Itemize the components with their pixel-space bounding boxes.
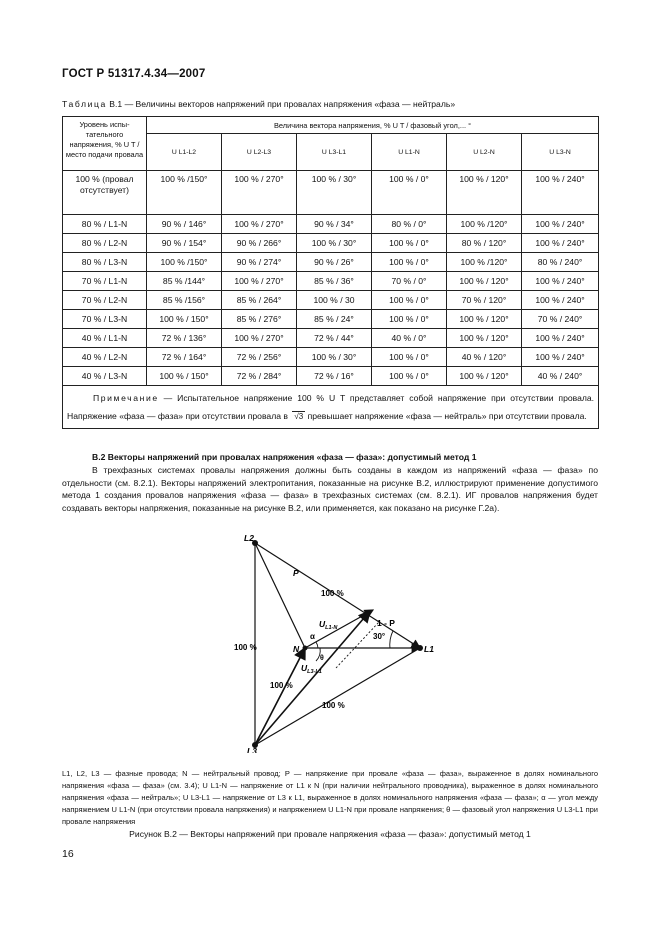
vector-u-l1-n bbox=[305, 610, 373, 648]
table-cell: 90 % / 146° bbox=[147, 215, 222, 234]
row-label-cell: 80 % / L2-N bbox=[63, 234, 147, 253]
table-cell: 100 % / 120° bbox=[447, 329, 522, 348]
table-cell: 100 % / 240° bbox=[522, 215, 599, 234]
table-row bbox=[63, 291, 599, 310]
table-cell: 90 % / 266° bbox=[222, 234, 297, 253]
label-n: N bbox=[293, 644, 300, 654]
column-header: U L1-N bbox=[372, 134, 447, 171]
label-100-left: 100 % bbox=[234, 643, 257, 652]
table-cell: 72 % / 136° bbox=[147, 329, 222, 348]
table-cell: 100 % / 240° bbox=[522, 329, 599, 348]
table-cell: 100 % / 240° bbox=[522, 291, 599, 310]
table-cell: 40 % / 0° bbox=[372, 329, 447, 348]
label-l1: L1 bbox=[424, 644, 434, 654]
column-header: U L3-L1 bbox=[297, 134, 372, 171]
note-text-2: превышает напряжение «фаза — нейтраль» при отсутствии провала. bbox=[305, 410, 587, 421]
table-cell: 100 % / 270° bbox=[222, 272, 297, 291]
table-cell: 80 % / 120° bbox=[447, 234, 522, 253]
table-cell: 72 % / 284° bbox=[222, 367, 297, 386]
table-cell: 100 % / 0° bbox=[372, 234, 447, 253]
table-cell: 72 % / 16° bbox=[297, 367, 372, 386]
table-cell: 90 % / 154° bbox=[147, 234, 222, 253]
table-cell: 85 % / 264° bbox=[222, 291, 297, 310]
table-cell: 72 % / 256° bbox=[222, 348, 297, 367]
note-label: Примечание bbox=[93, 393, 159, 403]
table-cell: 100 % /150° bbox=[147, 253, 222, 272]
table-cell: 100 % /120° bbox=[447, 253, 522, 272]
table-caption-text: В.1 — Величины векторов напряжений при провалах напряжения «фаза — нейтраль» bbox=[106, 99, 456, 109]
table-cell: 85 % / 36° bbox=[297, 272, 372, 291]
table-cell: 85 % / 276° bbox=[222, 310, 297, 329]
row-header: Уровень испы-тательного напряжения, % U T / место подачи провала bbox=[63, 117, 147, 171]
label-l3: L3 bbox=[247, 746, 257, 753]
table-cell: 85 % /156° bbox=[147, 291, 222, 310]
row-label-cell: 40 % / L2-N bbox=[63, 348, 147, 367]
group-header: Величина вектора напряжения, % U T / фазовый угол,... ° bbox=[147, 117, 599, 134]
table-cell: 100 % /150° bbox=[147, 171, 222, 215]
node-l1 bbox=[417, 645, 423, 651]
label-p: P bbox=[293, 568, 299, 578]
dashed-line bbox=[336, 622, 379, 668]
voltage-vector-table bbox=[62, 116, 599, 429]
table-cell: 100 % /120° bbox=[447, 215, 522, 234]
label-30-deg: 30° bbox=[373, 632, 386, 641]
table-cell: 100 % / 240° bbox=[522, 234, 599, 253]
table-cell: 100 % / 270° bbox=[222, 215, 297, 234]
label-100-top: 100 % bbox=[321, 589, 344, 598]
table-cell: 80 % / 0° bbox=[372, 215, 447, 234]
vector-diagram bbox=[230, 528, 450, 755]
table-cell: 100 % / 0° bbox=[372, 367, 447, 386]
table-cell: 100 % / 240° bbox=[522, 348, 599, 367]
figure-legend: L1, L2, L3 — фазные провода; N — нейтральный провод; P — напряжение при провале «фаза — фаза», выраженное в долях номинального напряжения «фаза — фаза» (см. 3.4); U L1-N — напряжение от L1 к N (при наличии нейтрального проводника), выраженное в долях номинального напряжения «фаза — нейтраль»; U L3-L1 — напряжение от L3 к L1, выраженное в долях номинального напряжения «фаза — фаза»; α — угол между напряжением U L1-N (при отсутствии провала напряжения) и напряжением U L1-N при провале напряжения; θ — фазовый угол напряжения U L3-L1 при провале напряжения bbox=[62, 769, 598, 826]
column-header: U L3-N bbox=[522, 134, 599, 171]
table-cell: 100 % / 120° bbox=[447, 310, 522, 329]
table-cell: 40 % / 240° bbox=[522, 367, 599, 386]
table-cell: 80 % / 240° bbox=[522, 253, 599, 272]
table-cell: 100 % / 0° bbox=[372, 310, 447, 329]
table-row bbox=[63, 215, 599, 234]
sqrt-3: √3 bbox=[294, 411, 304, 421]
table-cell: 72 % / 44° bbox=[297, 329, 372, 348]
row-label-cell: 40 % / L3-N bbox=[63, 367, 147, 386]
alpha-arc bbox=[316, 642, 318, 648]
label-100-inner: 100 % bbox=[270, 681, 293, 690]
table-cell: 100 % / 30° bbox=[297, 234, 372, 253]
table-cell: 90 % / 274° bbox=[222, 253, 297, 272]
label-100-bottom: 100 % bbox=[322, 701, 345, 710]
table-row bbox=[63, 171, 599, 215]
table-cell: 100 % / 0° bbox=[372, 171, 447, 215]
table-caption bbox=[62, 99, 455, 109]
row-label-cell: 80 % / L1-N bbox=[63, 215, 147, 234]
node-n bbox=[303, 646, 308, 651]
row-label-cell: 80 % / L3-N bbox=[63, 253, 147, 272]
table-cell: 100 % / 30 bbox=[297, 291, 372, 310]
table-cell: 40 % / 120° bbox=[447, 348, 522, 367]
row-label-cell: 70 % / L3-N bbox=[63, 310, 147, 329]
table-cell: 100 % / 150° bbox=[147, 310, 222, 329]
table-cell: 85 % / 24° bbox=[297, 310, 372, 329]
table-note-row bbox=[63, 386, 599, 429]
label-theta: θ bbox=[320, 655, 324, 662]
table-cell: 100 % / 120° bbox=[447, 171, 522, 215]
table-row bbox=[63, 310, 599, 329]
table-cell: 100 % / 30° bbox=[297, 171, 372, 215]
label-u-l1-n: $U_{L1-N}$ bbox=[319, 619, 338, 631]
column-header: U L2-N bbox=[447, 134, 522, 171]
row-label-cell: 40 % / L1-N bbox=[63, 329, 147, 348]
table-cell: 100 % / 30° bbox=[297, 348, 372, 367]
table-cell: 100 % / 0° bbox=[372, 253, 447, 272]
table-cell: 70 % / 0° bbox=[372, 272, 447, 291]
section-paragraph: В трехфазных системах провалы напряжения должны быть созданы в каждом из напряжений «фаза — фаза» по отдельности (см. 8.2.1). Векторы напряжений электропитания, показанные на рисунке В.2, иллюстрируют применение допустимого метода 1 создания провалов напряжения «фаза — фаза» в трехфазных системах (см. 8.2.1). ИГ провалов напряжения будет создавать векторы напряжения, показанные на рисунке В.2, или применяется, как показано на рисунке Г.2а). bbox=[62, 465, 598, 513]
table-row bbox=[63, 253, 599, 272]
label-l2: L2 bbox=[244, 533, 254, 543]
label-alpha: α bbox=[310, 632, 315, 641]
table-cell: 100 % / 270° bbox=[222, 329, 297, 348]
row-label-cell: 70 % / L1-N bbox=[63, 272, 147, 291]
table-row bbox=[63, 272, 599, 291]
section-title: В.2 Векторы напряжений при провалах напряжения «фаза — фаза»: допустимый метод 1 bbox=[92, 452, 477, 462]
table-cell: 100 % / 0° bbox=[372, 348, 447, 367]
table-cell: 70 % / 240° bbox=[522, 310, 599, 329]
column-header: U L2-L3 bbox=[222, 134, 297, 171]
angle-30-arc bbox=[390, 631, 393, 648]
document-header: ГОСТ Р 51317.4.34—2007 bbox=[62, 68, 206, 80]
column-header: U L1-L2 bbox=[147, 134, 222, 171]
table-cell: 100 % / 120° bbox=[447, 272, 522, 291]
table-cell: 100 % / 0° bbox=[372, 291, 447, 310]
table-cell: 90 % / 26° bbox=[297, 253, 372, 272]
table-row bbox=[63, 367, 599, 386]
table-caption-label: Таблица bbox=[62, 99, 107, 109]
table-row bbox=[63, 234, 599, 253]
table-cell: 100 % / 270° bbox=[222, 171, 297, 215]
table-cell: 100 % / 240° bbox=[522, 272, 599, 291]
table-cell: 100 % / 150° bbox=[147, 367, 222, 386]
note-text-1: — Испытательное напряжение 100 % U T представляет собой напряжение при отсутствии провала. Напряжение «фаза — фаза» при отсутствии провала в bbox=[67, 393, 595, 421]
label-u-l3-l1: $U_{L3-L1}$ bbox=[301, 663, 322, 675]
table-cell: 85 % /144° bbox=[147, 272, 222, 291]
table-row bbox=[63, 348, 599, 367]
table-cell: 90 % / 34° bbox=[297, 215, 372, 234]
page-number: 16 bbox=[62, 848, 74, 860]
row-label-cell: 70 % / L2-N bbox=[63, 291, 147, 310]
table-note bbox=[63, 386, 599, 429]
table-cell: 70 % / 120° bbox=[447, 291, 522, 310]
table-cell: 72 % / 164° bbox=[147, 348, 222, 367]
table-row bbox=[63, 329, 599, 348]
table-cell: 100 % / 120° bbox=[447, 367, 522, 386]
vector-diagram-svg bbox=[230, 528, 450, 753]
table-cell: 100 % / 240° bbox=[522, 171, 599, 215]
label-1-minus-p: 1 - P bbox=[377, 618, 395, 628]
row-label-cell: 100 % (провал отсутствует) bbox=[63, 171, 147, 215]
figure-caption: Рисунок В.2 — Векторы напряжений при провале напряжения «фаза — фаза»: допустимый метод 1 bbox=[129, 829, 531, 839]
